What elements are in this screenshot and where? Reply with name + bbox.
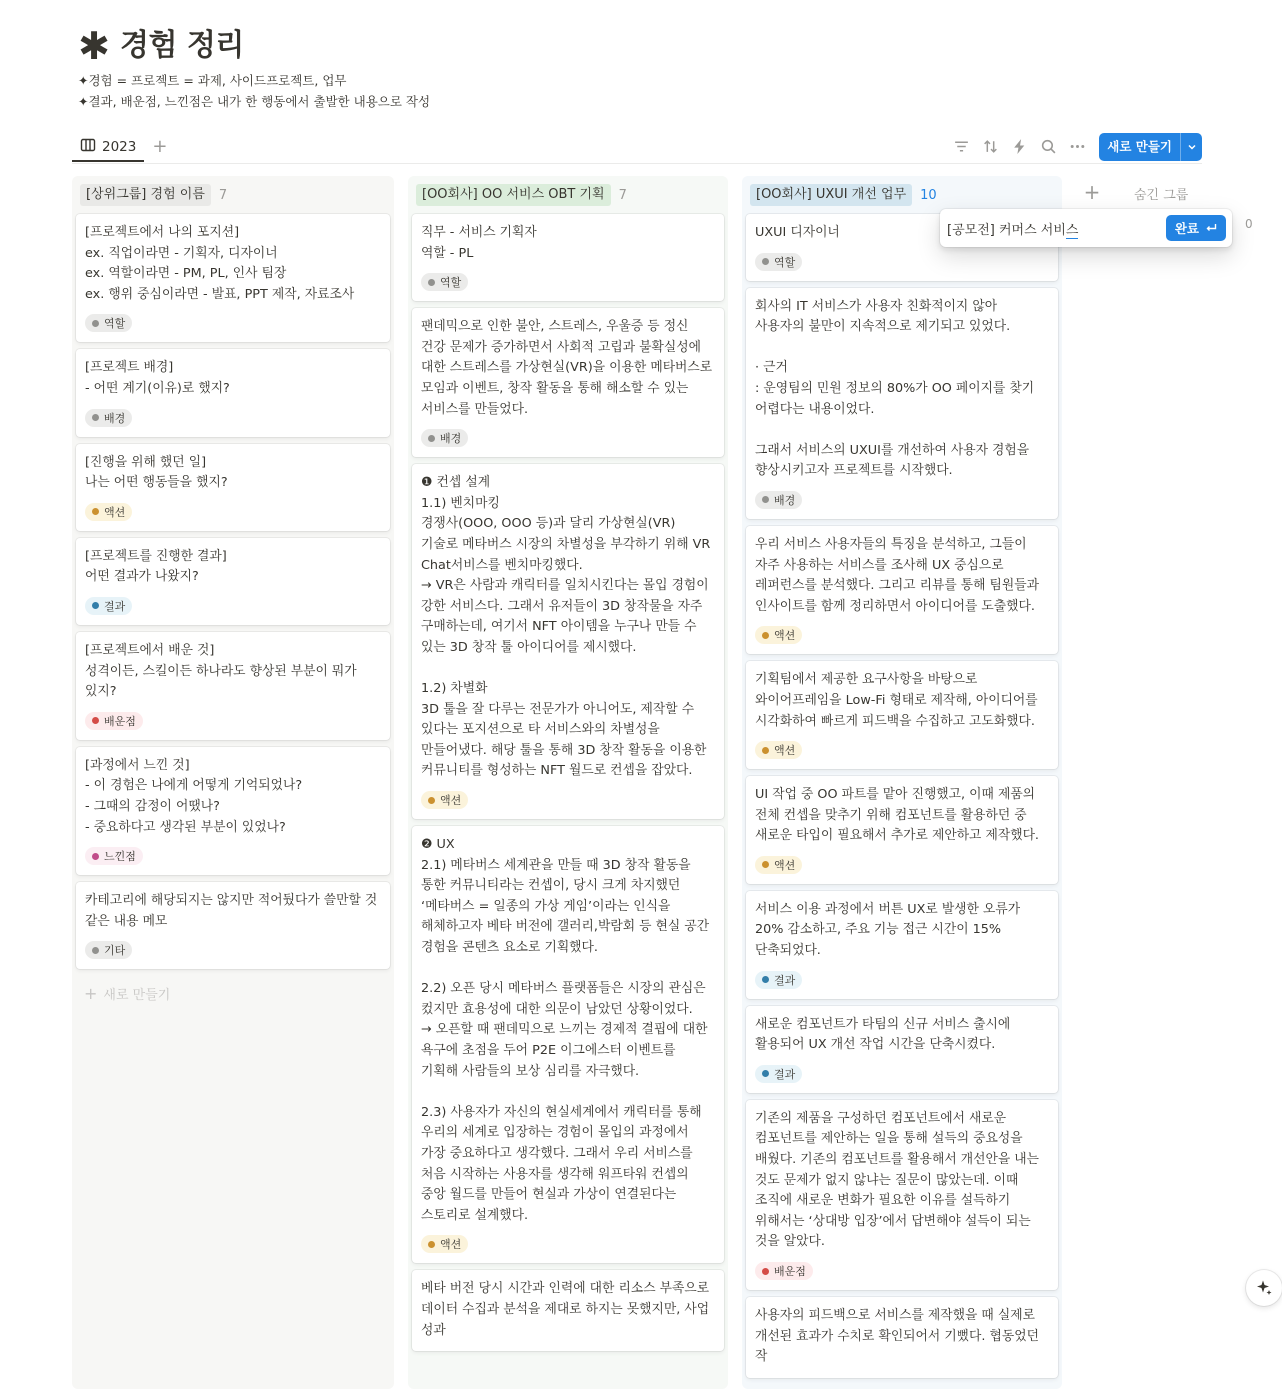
- card-text: 베타 버전 당시 시간과 인력에 대한 리소스 부족으로 데이터 수집과 분석을 제대로 하지는 못했지만, 사업 성과: [421, 1281, 714, 1338]
- card-text: [프로젝트에서 배운 것] 성격이든, 스킬이든 하나라도 향상된 부분이 뭐가 있지?: [85, 642, 357, 700]
- column-header[interactable]: [750, 182, 1058, 208]
- tag-label: 역할: [440, 276, 462, 290]
- tag-label: 느낀점: [104, 850, 136, 864]
- ai-sparkle-button[interactable]: [1246, 1270, 1282, 1306]
- more-icon[interactable]: [1068, 137, 1087, 156]
- hidden-groups-label[interactable]: 숨긴 그룹: [1134, 188, 1189, 203]
- board-card[interactable]: [412, 464, 724, 819]
- tag-label: 결과: [104, 599, 126, 613]
- card-text: 기존의 제품을 구성하던 컴포넌트에서 새로운 컴포넌트를 제안하는 일을 통해 설득의 중요성을 배웠다. 기존의 컴포넌트를 활용해서 개선안을 내는 것도 문제가 없지 않냐는 질문이 많았는데. 이때 조직에 새로운 변화가 필요한 이유를 설득하기 위해서는 ‘상대방 입장’에서 답변해야 설득이 되는 것을 알았다.: [755, 1110, 1044, 1250]
- card-tag: [421, 273, 468, 291]
- board-card[interactable]: [746, 661, 1058, 769]
- board-card[interactable]: [746, 891, 1058, 999]
- card-text: 팬데믹으로 인한 불안, 스트레스, 우울증 등 정신 건강 문제가 증가하면서 사회적 고립과 불확실성에 대한 스트레스를 가상현실(VR)을 이용한 메타버스로 모임과 이벤트, 창작 활동을 통해 해소할 수 있는 서비스를 만들었다.: [421, 319, 717, 417]
- tag-dot-icon: [762, 632, 769, 639]
- asterisk-icon[interactable]: ✱: [78, 24, 110, 68]
- tag-dot-icon: [762, 747, 769, 754]
- card-tag: [421, 429, 468, 447]
- card-tag: [755, 1262, 813, 1280]
- board-card[interactable]: [746, 1006, 1058, 1093]
- tag-label: 배경: [440, 432, 462, 446]
- column-title[interactable]: [OO회사] OO 서비스 OBT 기획: [416, 184, 611, 206]
- page-description[interactable]: [78, 70, 430, 112]
- sort-icon[interactable]: [981, 137, 1000, 156]
- card-tag: [755, 253, 802, 271]
- card-tag: [85, 409, 132, 427]
- tag-dot-icon: [428, 435, 435, 442]
- board-card[interactable]: [412, 308, 724, 457]
- tag-label: 액션: [774, 858, 796, 872]
- tag-dot-icon: [92, 414, 99, 421]
- add-group-icon[interactable]: +: [1083, 180, 1101, 204]
- board-column: [72, 176, 394, 1389]
- page-header: [78, 26, 430, 112]
- description-line: ✦경험 = 프로젝트 = 과제, 사이드프로젝트, 업무: [78, 73, 347, 88]
- tag-label: 배운점: [774, 1265, 806, 1278]
- card-text: [진행을 위해 했던 일] 나는 어떤 행동들을 했지?: [85, 454, 228, 491]
- card-tag: [85, 847, 143, 865]
- search-icon[interactable]: [1039, 137, 1058, 156]
- board-card[interactable]: [412, 1270, 724, 1351]
- card-text: UXUI 디자이너: [755, 225, 840, 240]
- toolbar: [952, 133, 1202, 161]
- column-new-label: 새로 만들기: [103, 988, 171, 1004]
- column-new-button[interactable]: [76, 976, 390, 1009]
- column-count: 7: [618, 187, 627, 203]
- board-card[interactable]: [746, 526, 1058, 654]
- tag-dot-icon: [762, 1070, 769, 1077]
- board-card[interactable]: [746, 1100, 1058, 1290]
- card-text: UI 작업 중 OO 파트를 맡아 진행했고, 이때 제품의 전체 컨셉을 맞추기 위해 컴포넌트를 활용하던 중 새로운 타입이 필요해서 추가로 제안하고 제작했다.: [755, 787, 1040, 844]
- tag-dot-icon: [92, 508, 99, 515]
- add-view-icon[interactable]: +: [152, 135, 168, 157]
- card-text: ❶ 컨셉 설계 1.1) 벤치마킹 경쟁사(OOO, OOO 등)과 달리 가상현실(VR) 기술로 메타버스 시장의 차별성을 부각하기 위해 VR Chat서비스를 벤치마킹했다. → VR은 사람과 캐릭터를 일치시킨다는 몰입 경험이 강한 서비스다. 그래서 유저들이 3D 창작물을 자주 구매하는데, 여기서 NFT 아이템을 누구나 만들 수 있는 3D 창작 툴 아이디어를 제시했다. 1.2) 차별화 3D 툴을 잘 다루는 전문가가 아니어도, 제작할 수 있다는 포지션으로 타 서비스와의 차별성을 만들어냈다. 해당 툴을 통해 3D 창작 활동을 이용한 커뮤니티를 형성하는 NFT 월드로 컨셉을 잡았다.: [421, 475, 711, 779]
- card-tag: [755, 1065, 802, 1083]
- tag-dot-icon: [762, 258, 769, 265]
- board-card[interactable]: [76, 538, 390, 625]
- board-column: [408, 176, 728, 1389]
- lightning-icon[interactable]: [1010, 137, 1029, 156]
- card-text: 사용자의 피드백으로 서비스를 제작했을 때 실제로 개선된 효과가 수치로 확인되어서 기뻤다. 협동었던 작: [755, 1308, 1044, 1365]
- tag-label: 기타: [104, 944, 126, 958]
- new-button[interactable]: [1099, 133, 1202, 161]
- card-tag: [85, 597, 132, 615]
- tag-dot-icon: [762, 496, 769, 503]
- new-button-label[interactable]: 새로 만들기: [1107, 138, 1172, 154]
- hidden-group-count: 0: [1245, 217, 1253, 231]
- column-title[interactable]: [OO회사] UXUI 개선 업무: [750, 184, 912, 206]
- board-card[interactable]: [76, 349, 390, 436]
- column-header[interactable]: [416, 182, 724, 208]
- tag-dot-icon: [428, 279, 435, 286]
- tag-label: 액션: [774, 744, 796, 758]
- card-text: [프로젝트 배경] - 어떤 계기(이유)로 했지?: [85, 360, 230, 396]
- board-card[interactable]: [412, 214, 724, 301]
- card-text: 새로운 컴포넌트가 타팀의 신규 서비스 출시에 활용되어 UX 개선 작업 시간을 단축시켰다.: [755, 1016, 1015, 1053]
- tag-label: 배경: [774, 493, 796, 507]
- board-card[interactable]: [76, 882, 390, 969]
- page-title[interactable]: 경험 정리: [120, 28, 244, 63]
- card-text: 우리 서비스 사용자들의 특징을 분석하고, 그들이 자주 사용하는 서비스를 조사해 UX 중심으로 레퍼런스를 분석했다. 그리고 리뷰를 통해 팀원들과 인사이트를 함께 정리하면서 아이디어를 도출했다.: [755, 536, 1044, 614]
- board-card[interactable]: [76, 444, 390, 531]
- board-card[interactable]: [746, 776, 1058, 884]
- tag-label: 역할: [774, 255, 796, 269]
- tab-board-2023[interactable]: [72, 134, 144, 162]
- done-button[interactable]: [1166, 215, 1226, 241]
- sparkle-icon: [1255, 1279, 1273, 1297]
- card-tag: [755, 626, 802, 644]
- tag-dot-icon: [92, 602, 99, 609]
- card-text: [프로젝트에서 나의 포지션] ex. 직업이라면 - 기획자, 디자이너 ex. 역할이라면 - PM, PL, 인사 팀장 ex. 행위 중심이라면 - 발표, PPT 제작, 자료조사: [85, 225, 355, 302]
- done-label: 완료: [1174, 221, 1199, 236]
- card-tag: [85, 712, 143, 730]
- board-card[interactable]: [76, 632, 390, 740]
- column-count: 10: [920, 187, 937, 203]
- board-card[interactable]: [76, 747, 390, 875]
- tag-label: 배경: [104, 411, 126, 425]
- tag-dot-icon: [92, 320, 99, 327]
- rename-group-popup: [940, 209, 1232, 247]
- group-name-cursor-char: 스: [1065, 222, 1079, 238]
- board-card[interactable]: [746, 288, 1058, 519]
- tag-dot-icon: [428, 1241, 435, 1248]
- kanban-board: [72, 176, 1108, 1389]
- tag-label: 액션: [104, 505, 126, 519]
- tag-label: 결과: [774, 973, 796, 987]
- filter-icon[interactable]: [952, 137, 971, 156]
- board-view-icon: [80, 137, 96, 157]
- tag-dot-icon: [428, 797, 435, 804]
- card-text: 회사의 IT 서비스가 사용자 친화적이지 않아 사용자의 불만이 지속적으로 제기되고 있었다. · 근거 : 운영팀의 민원 정보의 80%가 OO 페이지를 찾기 어렵다는 내용이었다. 그래서 서비스의 UXUI를 개선하여 사용자 경험을 향상시키고자 프로젝트를 시작했다.: [755, 298, 1035, 479]
- column-title[interactable]: [상위그룹] 경험 이름: [80, 184, 211, 206]
- tag-label: 액션: [440, 1238, 462, 1252]
- column-header[interactable]: [80, 182, 390, 208]
- plus-icon: +: [84, 984, 98, 1004]
- group-name-input[interactable]: [947, 219, 1166, 238]
- description-line: ✦결과, 배운점, 느낀점은 내가 한 행동에서 출발한 내용으로 작성: [78, 94, 431, 109]
- tag-label: 액션: [774, 629, 796, 643]
- tab-label: 2023: [102, 138, 137, 155]
- card-text: 직무 - 서비스 기획자 역할 - PL: [421, 225, 537, 261]
- chevron-down-icon[interactable]: [1180, 133, 1202, 161]
- tag-label: 결과: [774, 1067, 796, 1081]
- board-card[interactable]: [412, 826, 724, 1263]
- card-text: ❷ UX 2.1) 메타버스 세계관을 만들 때 3D 창작 활동을 통한 커뮤니티라는 컨셉이, 당시 크게 차지했던 ‘메타버스 = 일종의 가상 게임’이라는 인식을 해체하고자 베타 버전에 갤러리,박람회 등 현실 공간 경험을 콘텐츠 요소로 기획했다. 2.2) 오픈 당시 메타버스 플랫폼들은 시장의 관심은 컸지만 효용성에 대한 의문이 남았던 상황이었다. → 오픈할 때 팬데믹으로 느끼는 경제적 결핍에 대한 욕구에 초점을 두어 P2E 이그에스터 이벤트를 기획해 사람들의 보상 심리를 자극했다. 2.3) 사용자가 자신의 현실세계에서 캐릭터를 통해 우리의 세계로 입장하는 경험이 몰입의 과정에서 가장 중요하다고 생각했다. 그래서 우리 서비스를 처음 시작하는 사용자를 생각해 워프타워 컨셉의 중앙 월드를 만들어 현실과 가상이 연결된다는 스토리로 설계했다.: [421, 837, 710, 1223]
- tag-dot-icon: [762, 861, 769, 868]
- board-card[interactable]: [746, 1297, 1058, 1378]
- view-bar: [72, 130, 1202, 164]
- card-tag: [85, 941, 132, 959]
- board-card[interactable]: [76, 214, 390, 342]
- card-text: [과정에서 느낀 것] - 이 경험은 나에게 어떻게 기억되었나? - 그때의 감정이 어땠나? - 중요하다고 생각된 부분이 있었나?: [85, 757, 303, 835]
- card-text: 카테고리에 해당되지는 않지만 적어뒀다가 쓸만할 것 같은 내용 메모: [85, 893, 382, 929]
- tag-label: 역할: [104, 317, 126, 331]
- card-tag: [85, 503, 132, 521]
- tag-label: 배운점: [104, 714, 136, 728]
- card-tag: [755, 491, 802, 509]
- card-tag: [755, 741, 802, 759]
- card-tag: [755, 856, 802, 874]
- tag-label: 액션: [440, 794, 462, 808]
- column-count: 7: [218, 187, 228, 203]
- card-text: 기획팀에서 제공한 요구사항을 바탕으로 와이어프레임을 Low-Fi 형태로 제작해, 아이디어를 시각화하여 빠르게 피드백을 수집하고 고도화했다.: [755, 672, 1042, 729]
- card-tag: [755, 971, 802, 989]
- board-column: [742, 176, 1062, 1389]
- enter-icon: [1205, 222, 1217, 234]
- group-name-text: [공모전] 커머스 서비: [947, 222, 1066, 238]
- tag-dot-icon: [92, 947, 99, 954]
- card-text: 서비스 이용 과정에서 버튼 UX로 발생한 오류가 20% 감소하고, 주요 기능 접근 시간이 15% 단축되었다.: [755, 901, 1025, 959]
- tag-dot-icon: [92, 717, 99, 724]
- card-tag: [421, 791, 468, 809]
- card-text: [프로젝트를 진행한 결과] 어떤 결과가 나왔지?: [85, 548, 227, 585]
- card-tag: [421, 1235, 468, 1253]
- tag-dot-icon: [762, 976, 769, 983]
- tag-dot-icon: [92, 853, 99, 860]
- tag-dot-icon: [762, 1268, 769, 1275]
- card-tag: [85, 314, 132, 332]
